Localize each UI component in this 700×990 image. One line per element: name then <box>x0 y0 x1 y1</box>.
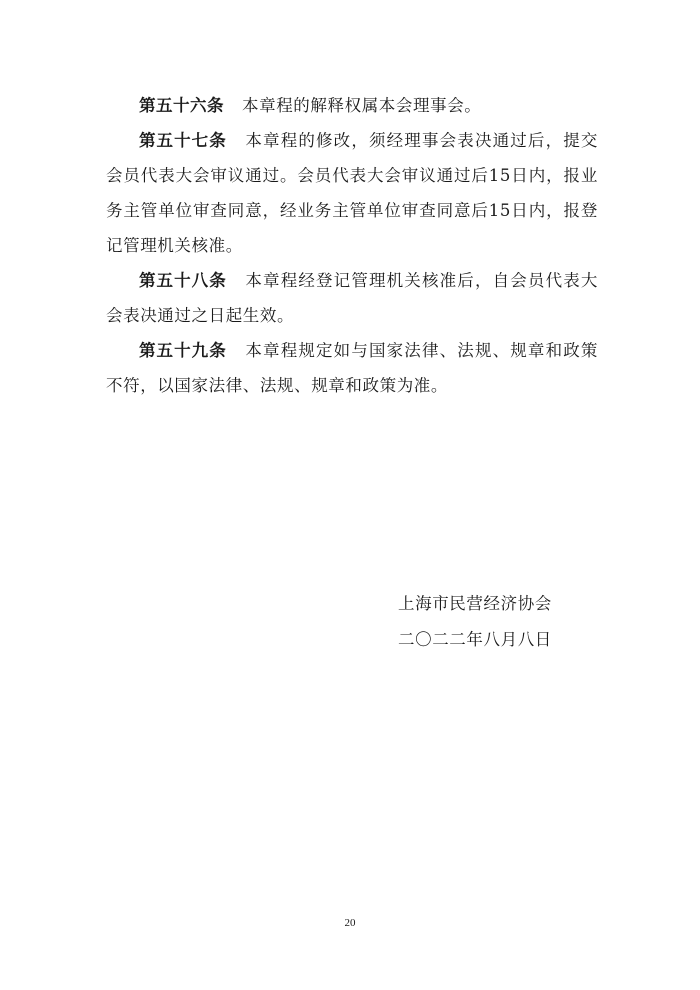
signature-block <box>398 586 552 658</box>
signature-date: 二〇二二年八月八日 <box>398 630 552 649</box>
article-number: 第五十七条 <box>139 131 227 150</box>
article-text: 本章程的解释权属本会理事会。 <box>242 96 482 115</box>
article-number: 第五十九条 <box>139 341 227 360</box>
article-59 <box>106 333 598 403</box>
page-number: 20 <box>344 917 356 929</box>
article-58 <box>106 263 598 333</box>
article-number: 第五十八条 <box>139 271 227 290</box>
article-text: 本章程经登记管理机关核准后，自会员代表大会表决通过之日起生效。 <box>106 271 599 325</box>
article-text: 本章程规定如与国家法律、法规、规章和政策不符，以国家法律、法规、规章和政策为准。 <box>106 341 599 395</box>
article-number: 第五十六条 <box>139 96 224 115</box>
document-body <box>106 88 598 403</box>
article-56 <box>106 88 598 123</box>
article-57 <box>106 123 598 263</box>
signature-organization: 上海市民营经济协会 <box>398 594 552 613</box>
article-text: 本章程的修改，须经理事会表决通过后，提交会员代表大会审议通过。会员代表大会审议通过后15日内，报业务主管单位审查同意，经业务主管单位审查同意后15日内，报登记管理机关核准。 <box>106 131 599 255</box>
